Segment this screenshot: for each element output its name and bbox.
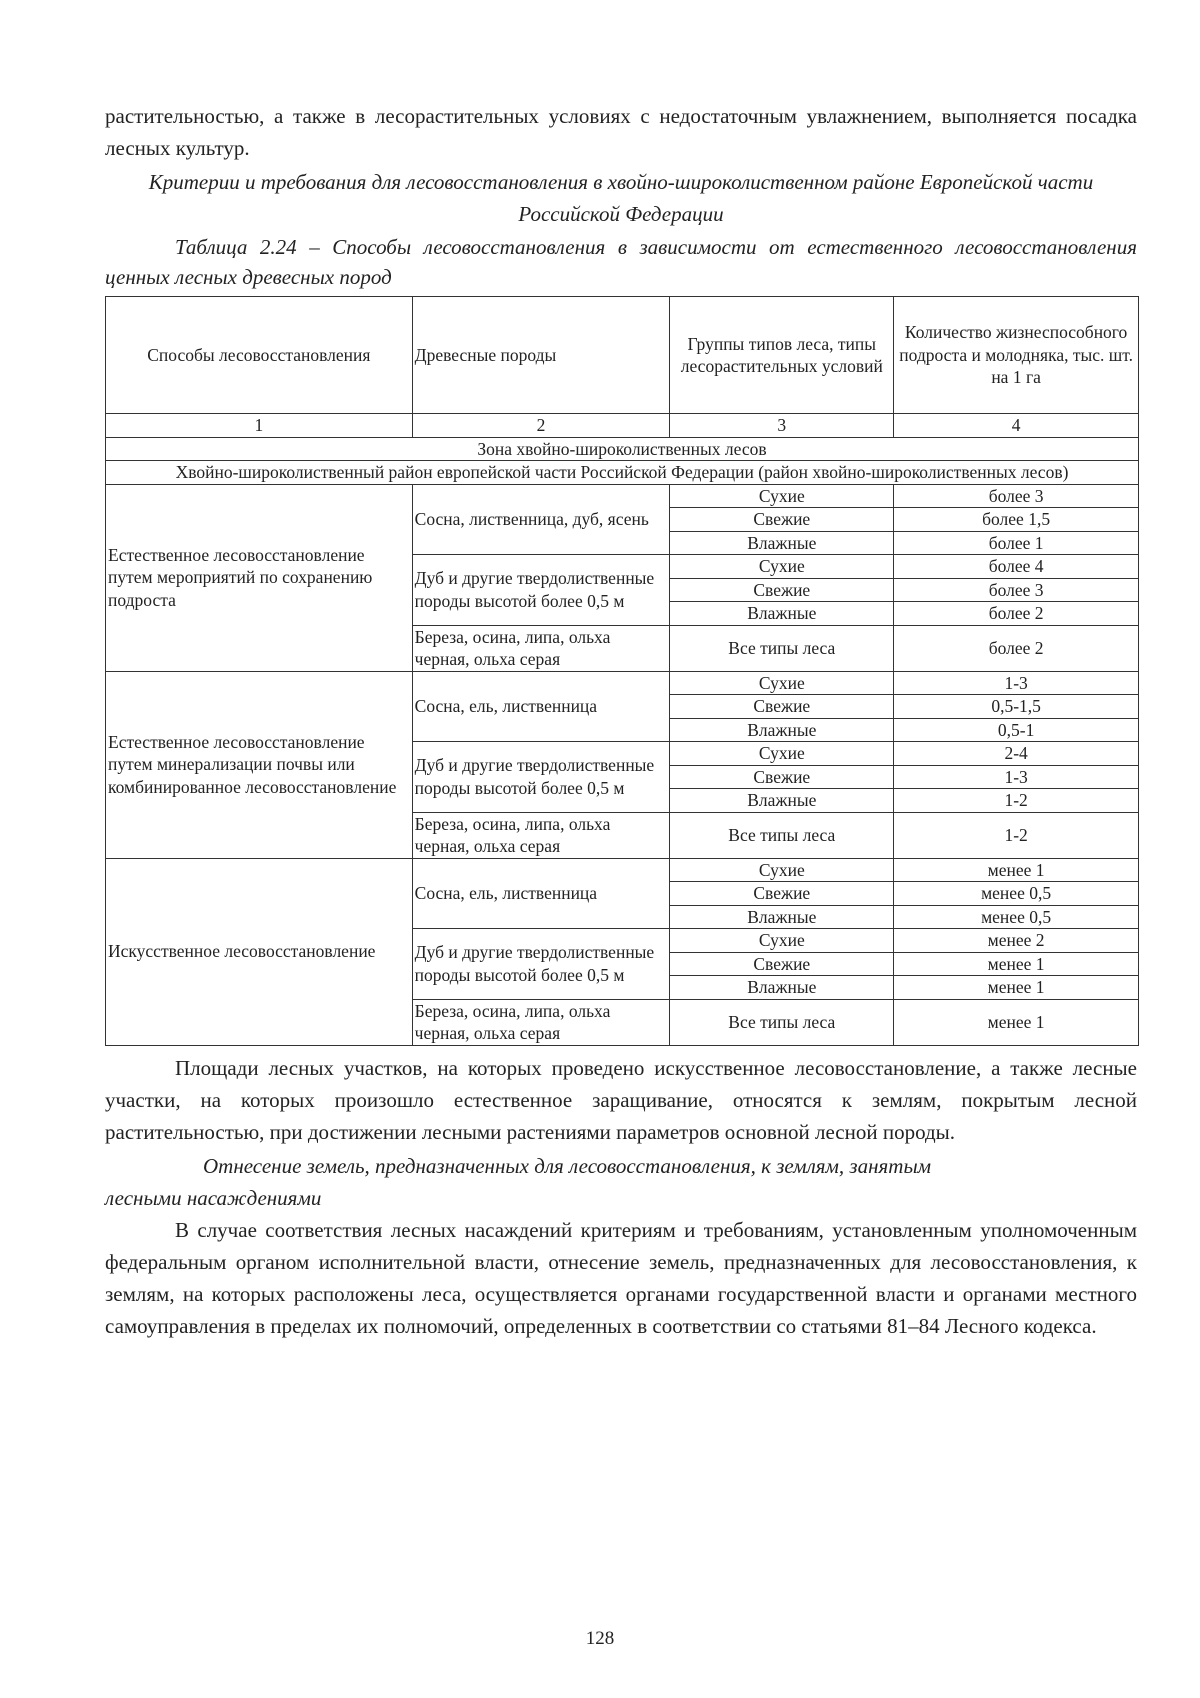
forest-type-cell: Сухие (670, 742, 894, 766)
species-cell: Дуб и другие твердолиственные породы высотой более 0,5 м (412, 742, 670, 813)
header-species: Древесные породы (412, 297, 670, 414)
quantity-cell: менее 0,5 (894, 905, 1139, 929)
quantity-cell: более 3 (894, 578, 1139, 602)
forest-type-cell: Влажные (670, 905, 894, 929)
quantity-cell: более 1,5 (894, 508, 1139, 532)
method-cell: Искусственное лесовосстановление (106, 858, 413, 1045)
forest-type-cell: Все типы леса (670, 999, 894, 1045)
quantity-cell: 0,5-1,5 (894, 695, 1139, 719)
method-cell: Естественное лесовосстановление путем мероприятий по сохранению подроста (106, 484, 413, 671)
quantity-cell: менее 1 (894, 952, 1139, 976)
forest-type-cell: Влажные (670, 602, 894, 626)
forest-type-cell: Сухие (670, 555, 894, 579)
forest-type-cell: Все типы леса (670, 812, 894, 858)
forest-type-cell: Все типы леса (670, 625, 894, 671)
page-number: 128 (585, 1628, 615, 1649)
forest-type-cell: Свежие (670, 578, 894, 602)
table-caption: Таблица 2.24 – Способы лесовосстановления в зависимости от естественного лесовосстановления ценных лесных древесных пород (105, 235, 1137, 289)
quantity-cell: 1-3 (894, 671, 1139, 695)
quantity-cell: 1-2 (894, 789, 1139, 813)
section-heading-2-line1: Отнесение земель, предназначенных для лесовосстановления, к землям, занятым (203, 1153, 932, 1178)
quantity-cell: более 2 (894, 602, 1139, 626)
header-forest-types: Группы типов леса, типы лесорастительных условий (670, 297, 894, 414)
quantity-cell: более 2 (894, 625, 1139, 671)
quantity-cell: более 1 (894, 531, 1139, 555)
final-paragraph: В случае соответствия лесных насаждений критериям и требованиям, установленным уполномоченным федеральным органом исполнительной власти, отнесение земель, предназначенных для лесовосстановления, к землям, на которых расположены леса, осуществляется органами государственной власти и органами местного самоуправления в пределах их полномочий, определенных в соответствии со статьями 81–84 Лесного кодекса. (105, 1217, 1137, 1338)
header-quantity: Количество жизнеспособного подроста и молодняка, тыс. шт. на 1 га (894, 297, 1139, 414)
species-cell: Береза, осина, липа, ольха черная, ольха серая (412, 625, 670, 671)
species-cell: Береза, осина, липа, ольха черная, ольха серая (412, 999, 670, 1045)
col-number: 3 (670, 414, 894, 438)
forest-type-cell: Сухие (670, 671, 894, 695)
region-row: Хвойно-широколиственный район европейской части Российской Федерации (район хвойно-широколиственных лесов) (106, 461, 1139, 485)
forest-type-cell: Свежие (670, 765, 894, 789)
quantity-cell: более 3 (894, 484, 1139, 508)
table-row (106, 484, 1139, 508)
quantity-cell: 0,5-1 (894, 718, 1139, 742)
forest-type-cell: Влажные (670, 718, 894, 742)
table-row (106, 858, 1139, 882)
forest-type-cell: Сухие (670, 484, 894, 508)
quantity-cell: 2-4 (894, 742, 1139, 766)
species-cell: Береза, осина, липа, ольха черная, ольха серая (412, 812, 670, 858)
species-cell: Дуб и другие твердолиственные породы высотой более 0,5 м (412, 555, 670, 626)
species-cell: Сосна, лиственница, дуб, ясень (412, 484, 670, 555)
method-cell: Естественное лесовосстановление путем минерализации почвы или комбинированное лесовосстановление (106, 671, 413, 858)
quantity-cell: 1-3 (894, 765, 1139, 789)
section-heading-1: Критерии и требования для лесовосстановления в хвойно-широколиственном районе Европейской части Российской Федерации (148, 170, 1094, 226)
document-page (105, 100, 1137, 1342)
reforestation-table (105, 296, 1139, 1046)
top-paragraph: растительностью, а также в лесорастительных условиях с недостаточным увлажнением, выполняется посадка лесных культур. (105, 104, 1137, 160)
quantity-cell: менее 1 (894, 976, 1139, 1000)
forest-type-cell: Сухие (670, 929, 894, 953)
species-cell: Сосна, ель, лиственница (412, 671, 670, 742)
quantity-cell: менее 1 (894, 999, 1139, 1045)
paragraph-after-table: Площади лесных участков, на которых проведено искусственное лесовосстановление, а также лесные участки, на которых произошло естественное заращивание, относятся к землям, покрытым лесной растительностью, при достижении лесными растениями параметров основной лесной породы. (105, 1055, 1137, 1144)
forest-type-cell: Свежие (670, 952, 894, 976)
quantity-cell: более 4 (894, 555, 1139, 579)
species-cell: Сосна, ель, лиственница (412, 858, 670, 929)
col-number: 1 (106, 414, 413, 438)
quantity-cell: менее 0,5 (894, 882, 1139, 906)
forest-type-cell: Свежие (670, 695, 894, 719)
col-number: 4 (894, 414, 1139, 438)
forest-type-cell: Свежие (670, 882, 894, 906)
header-method: Способы лесовосстановления (106, 297, 413, 414)
forest-type-cell: Влажные (670, 976, 894, 1000)
quantity-cell: менее 1 (894, 858, 1139, 882)
forest-type-cell: Влажные (670, 531, 894, 555)
forest-type-cell: Сухие (670, 858, 894, 882)
quantity-cell: менее 2 (894, 929, 1139, 953)
table-row (106, 671, 1139, 695)
species-cell: Дуб и другие твердолиственные породы высотой более 0,5 м (412, 929, 670, 1000)
section-heading-2-line2: лесными насаждениями (105, 1185, 322, 1210)
forest-type-cell: Влажные (670, 789, 894, 813)
zone-row: Зона хвойно-широколиственных лесов (106, 437, 1139, 461)
forest-type-cell: Свежие (670, 508, 894, 532)
quantity-cell: 1-2 (894, 812, 1139, 858)
col-number: 2 (412, 414, 670, 438)
